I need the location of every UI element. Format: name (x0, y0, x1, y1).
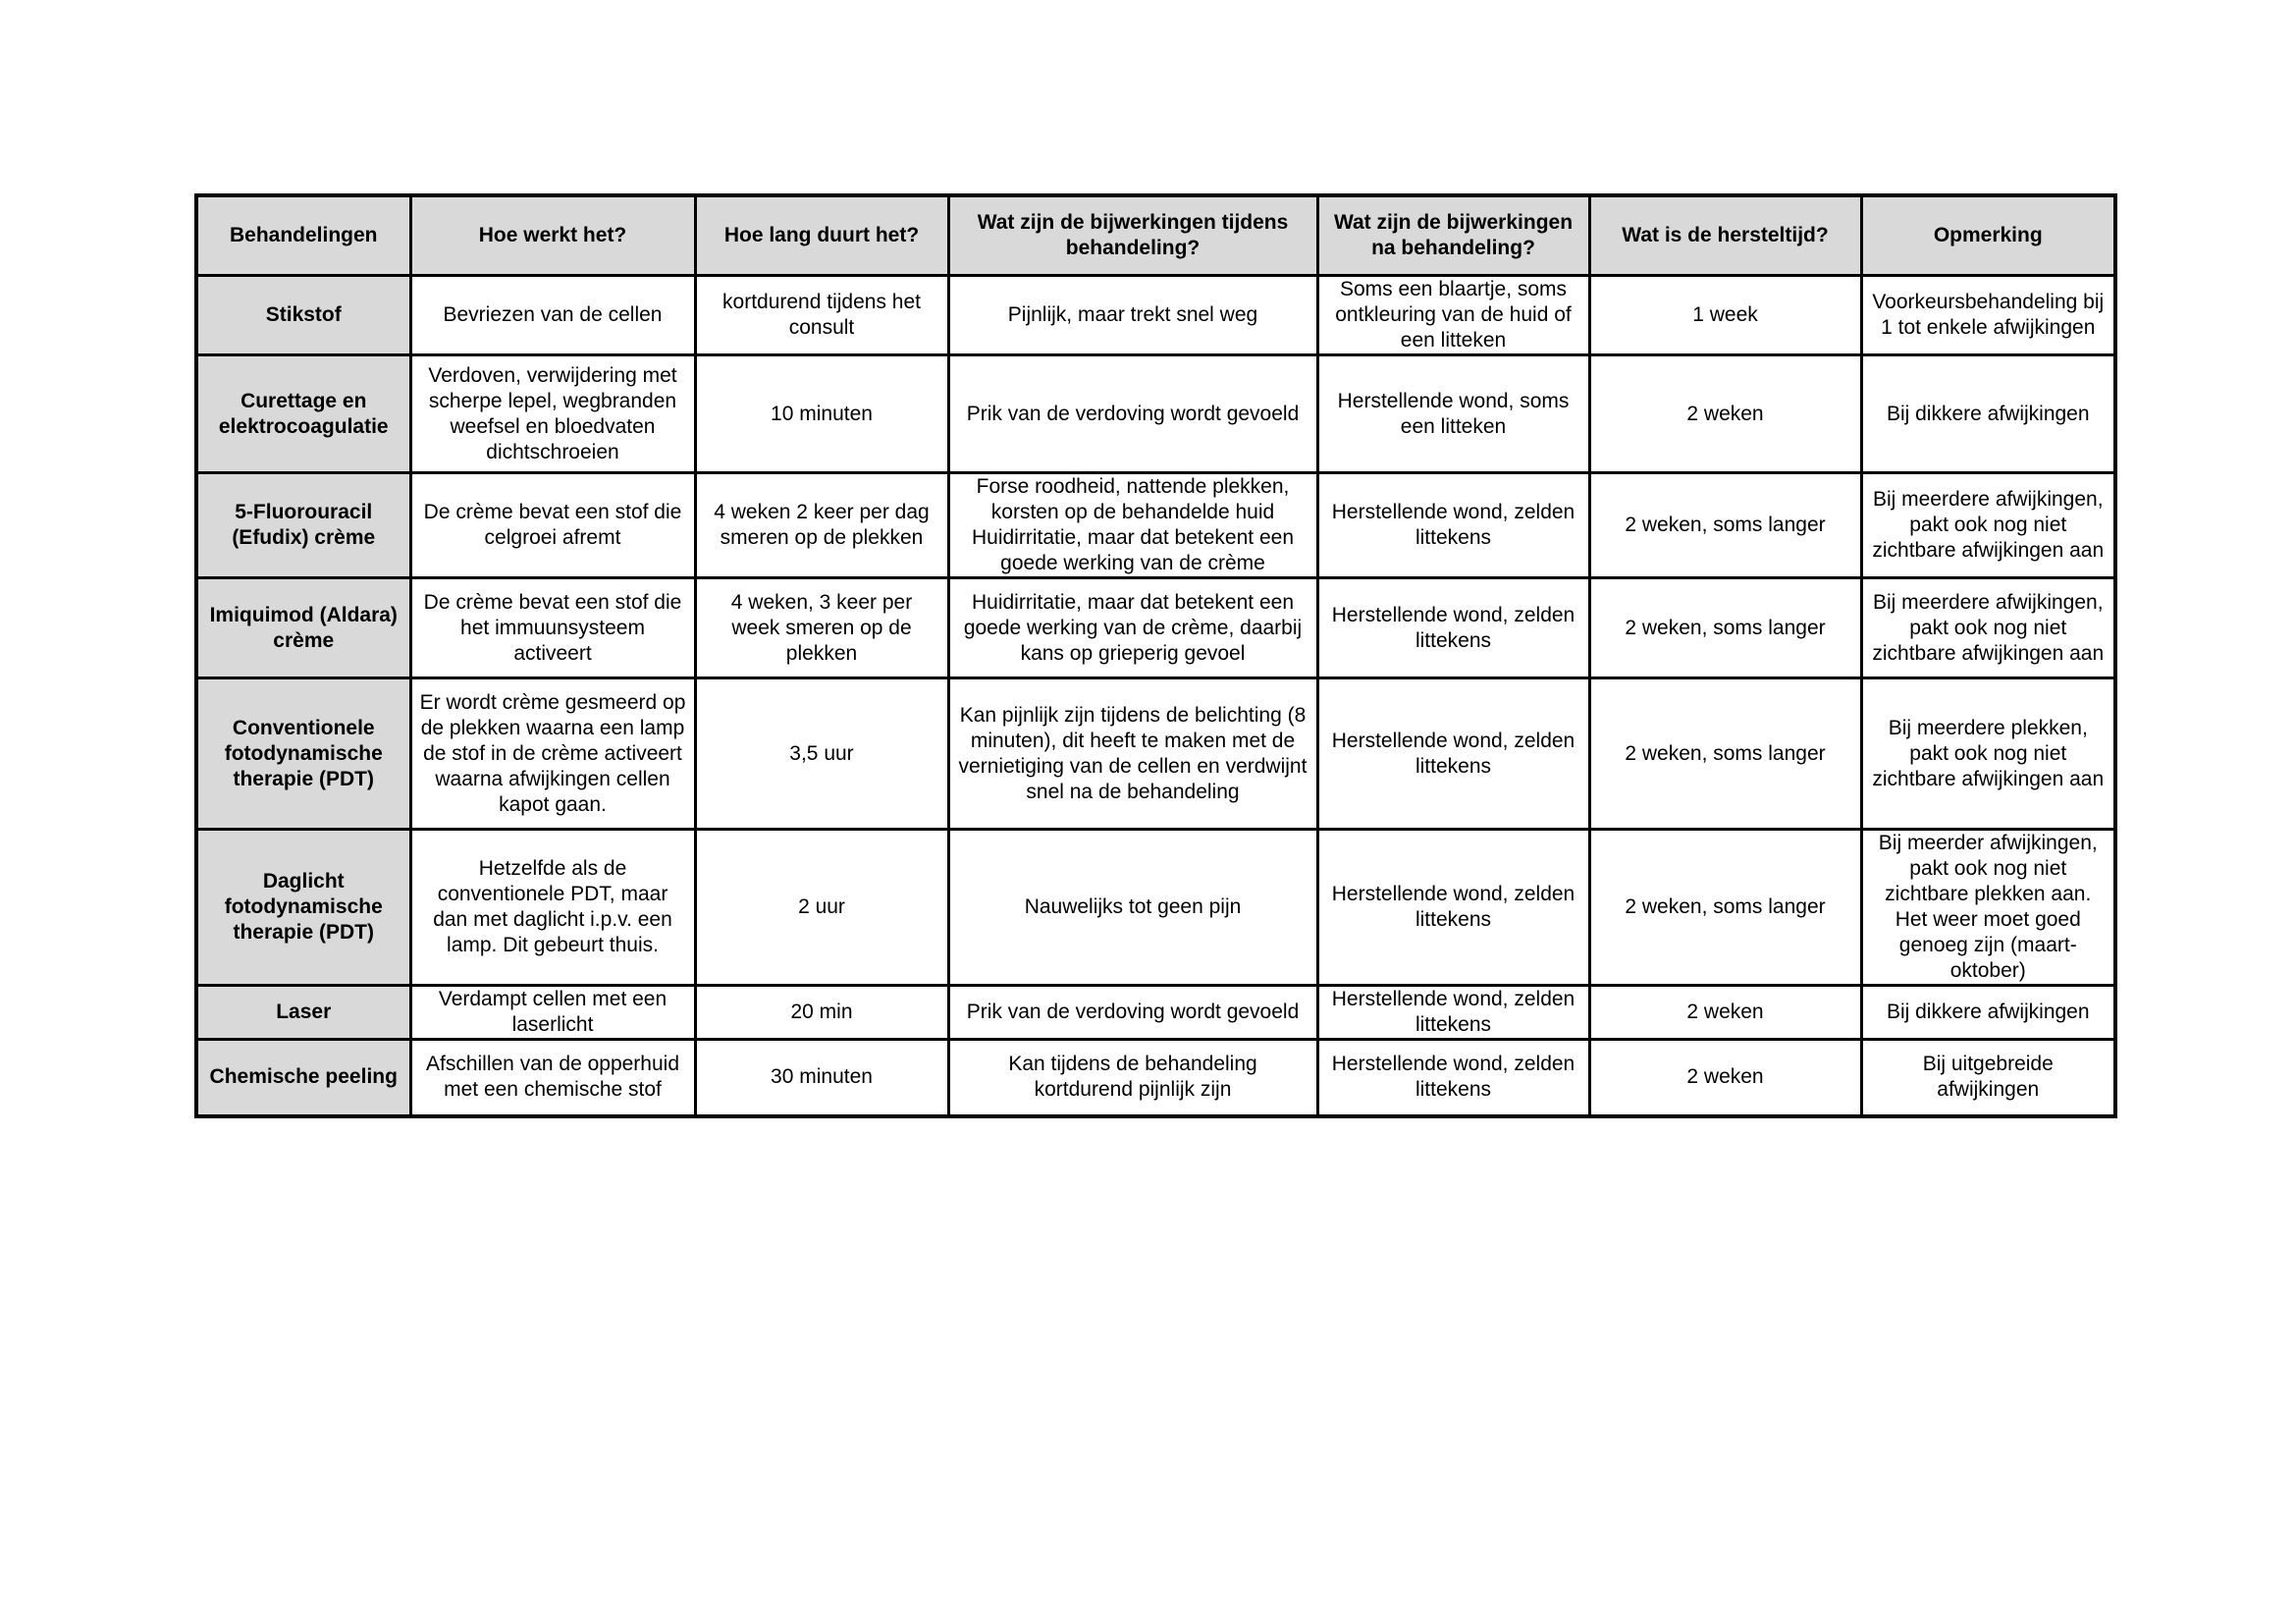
cell-hoe-werkt-het: Afschillen van de opperhuid met een chemische stof (410, 1040, 695, 1116)
table-row (196, 355, 2115, 473)
cell-bijwerkingen-na: Soms een blaartje, soms ontkleuring van de huid of een litteken (1317, 276, 1589, 355)
cell-hoe-lang: 10 minuten (695, 355, 948, 473)
header-hoe-lang-duurt-het: Hoe lang duurt het? (695, 195, 948, 276)
cell-hoe-werkt-het: Hetzelfde als de conventionele PDT, maar dan met daglicht i.p.v. een lamp. Dit gebeurt thuis. (410, 830, 695, 986)
cell-opmerking: Bij dikkere afwijkingen (1861, 986, 2115, 1040)
cell-hoe-lang: 30 minuten (695, 1040, 948, 1116)
cell-hersteltijd: 2 weken, soms langer (1589, 678, 1861, 830)
table-row (196, 578, 2115, 678)
cell-hoe-lang: 2 uur (695, 830, 948, 986)
cell-bijwerkingen-na: Herstellende wond, zelden littekens (1317, 830, 1589, 986)
table-row (196, 473, 2115, 578)
cell-bijwerkingen-tijdens: Kan tijdens de behandeling kortdurend pijnlijk zijn (948, 1040, 1317, 1116)
cell-hersteltijd: 2 weken (1589, 1040, 1861, 1116)
treatment-name: Curettage en elektrocoagulatie (196, 355, 410, 473)
table-row (196, 678, 2115, 830)
treatment-name: Conventionele fotodynamische therapie (PDT) (196, 678, 410, 830)
cell-opmerking: Bij meerder afwijkingen, pakt ook nog niet zichtbare plekken aan. Het weer moet goed genoeg zijn (maart-oktober) (1861, 830, 2115, 986)
treatment-name: Imiquimod (Aldara) crème (196, 578, 410, 678)
cell-opmerking: Bij uitgebreide afwijkingen (1861, 1040, 2115, 1116)
cell-bijwerkingen-na: Herstellende wond, zelden littekens (1317, 986, 1589, 1040)
treatment-name: 5-Fluorouracil (Efudix) crème (196, 473, 410, 578)
treatment-name: Daglicht fotodynamische therapie (PDT) (196, 830, 410, 986)
cell-bijwerkingen-tijdens: Nauwelijks tot geen pijn (948, 830, 1317, 986)
table-row (196, 276, 2115, 355)
cell-hersteltijd: 2 weken (1589, 355, 1861, 473)
cell-hoe-werkt-het: Bevriezen van de cellen (410, 276, 695, 355)
cell-hoe-werkt-het: Verdoven, verwijdering met scherpe lepel, wegbranden weefsel en bloedvaten dichtschroeien (410, 355, 695, 473)
table-row (196, 1040, 2115, 1116)
cell-bijwerkingen-tijdens: Forse roodheid, nattende plekken, korsten op de behandelde huid Huidirritatie, maar dat betekent een goede werking van de crème (948, 473, 1317, 578)
cell-bijwerkingen-tijdens: Prik van de verdoving wordt gevoeld (948, 986, 1317, 1040)
cell-opmerking: Bij meerdere afwijkingen, pakt ook nog niet zichtbare afwijkingen aan (1861, 578, 2115, 678)
cell-bijwerkingen-na: Herstellende wond, soms een litteken (1317, 355, 1589, 473)
cell-opmerking: Bij dikkere afwijkingen (1861, 355, 2115, 473)
cell-bijwerkingen-tijdens: Huidirritatie, maar dat betekent een goede werking van de crème, daarbij kans op grieperig gevoel (948, 578, 1317, 678)
table-row (196, 986, 2115, 1040)
header-hersteltijd: Wat is de hersteltijd? (1589, 195, 1861, 276)
cell-hersteltijd: 1 week (1589, 276, 1861, 355)
cell-hersteltijd: 2 weken (1589, 986, 1861, 1040)
cell-hoe-lang: kortdurend tijdens het consult (695, 276, 948, 355)
cell-opmerking: Bij meerdere afwijkingen, pakt ook nog niet zichtbare afwijkingen aan (1861, 473, 2115, 578)
cell-bijwerkingen-na: Herstellende wond, zelden littekens (1317, 1040, 1589, 1116)
header-bijwerkingen-na: Wat zijn de bijwerkingen na behandeling? (1317, 195, 1589, 276)
cell-opmerking: Voorkeursbehandeling bij 1 tot enkele afwijkingen (1861, 276, 2115, 355)
header-hoe-werkt-het: Hoe werkt het? (410, 195, 695, 276)
cell-hoe-werkt-het: De crème bevat een stof die het immuunsysteem activeert (410, 578, 695, 678)
cell-hoe-lang: 4 weken, 3 keer per week smeren op de plekken (695, 578, 948, 678)
cell-hoe-lang: 4 weken 2 keer per dag smeren op de plekken (695, 473, 948, 578)
header-row (196, 195, 2115, 276)
treatments-table (194, 193, 2117, 1118)
cell-hersteltijd: 2 weken, soms langer (1589, 830, 1861, 986)
cell-bijwerkingen-na: Herstellende wond, zelden littekens (1317, 678, 1589, 830)
cell-hoe-lang: 3,5 uur (695, 678, 948, 830)
cell-hersteltijd: 2 weken, soms langer (1589, 578, 1861, 678)
cell-hoe-werkt-het: Er wordt crème gesmeerd op de plekken waarna een lamp de stof in de crème activeert waarna afwijkingen cellen kapot gaan. (410, 678, 695, 830)
cell-bijwerkingen-tijdens: Pijnlijk, maar trekt snel weg (948, 276, 1317, 355)
cell-hoe-werkt-het: Verdampt cellen met een laserlicht (410, 986, 695, 1040)
header-behandelingen: Behandelingen (196, 195, 410, 276)
table-row (196, 830, 2115, 986)
cell-bijwerkingen-tijdens: Prik van de verdoving wordt gevoeld (948, 355, 1317, 473)
treatment-name: Stikstof (196, 276, 410, 355)
cell-bijwerkingen-tijdens: Kan pijnlijk zijn tijdens de belichting (8 minuten), dit heeft te maken met de vernietiging van de cellen en verdwijnt snel na de behandeling (948, 678, 1317, 830)
treatment-name: Laser (196, 986, 410, 1040)
treatment-name: Chemische peeling (196, 1040, 410, 1116)
cell-bijwerkingen-na: Herstellende wond, zelden littekens (1317, 578, 1589, 678)
header-opmerking: Opmerking (1861, 195, 2115, 276)
cell-hersteltijd: 2 weken, soms langer (1589, 473, 1861, 578)
cell-opmerking: Bij meerdere plekken, pakt ook nog niet zichtbare afwijkingen aan (1861, 678, 2115, 830)
cell-hoe-lang: 20 min (695, 986, 948, 1040)
cell-hoe-werkt-het: De crème bevat een stof die celgroei afremt (410, 473, 695, 578)
cell-bijwerkingen-na: Herstellende wond, zelden littekens (1317, 473, 1589, 578)
header-bijwerkingen-tijdens: Wat zijn de bijwerkingen tijdens behandeling? (948, 195, 1317, 276)
